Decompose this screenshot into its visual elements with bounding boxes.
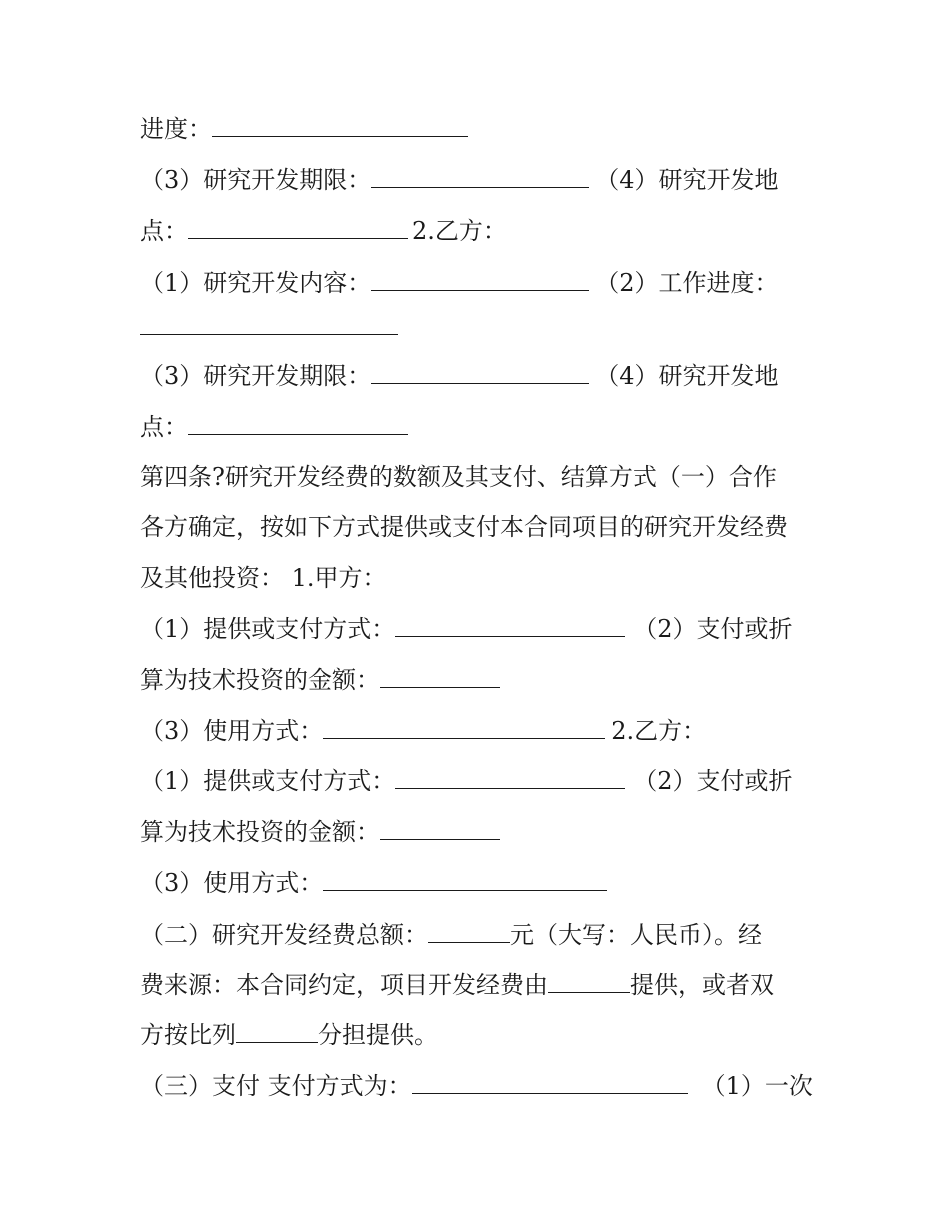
line [140, 216, 507, 246]
fill-in-blank[interactable] [548, 970, 630, 993]
line [140, 920, 762, 950]
text: （1）研究开发内容： [140, 269, 372, 297]
line [140, 766, 793, 796]
text: 分担提供。 [318, 1021, 438, 1049]
fill-in-blank[interactable] [188, 216, 408, 239]
fill-in-blank[interactable] [140, 312, 398, 335]
line [140, 817, 500, 847]
line [140, 970, 774, 1000]
text: （4）研究开发地 [595, 166, 779, 194]
line [140, 1071, 813, 1101]
line [140, 165, 779, 195]
fill-in-blank[interactable] [323, 716, 605, 739]
fill-in-blank[interactable] [395, 614, 625, 637]
text: 费来源：本合同约定，项目开发经费由 [140, 971, 548, 999]
fill-in-blank[interactable] [395, 766, 625, 789]
text: （4）研究开发地 [595, 362, 779, 390]
text: （2）支付或折 [633, 767, 793, 795]
paragraph-line: 各方确定，按如下方式提供或支付本合同项目的研究开发经费 [140, 513, 788, 541]
line [140, 1020, 438, 1050]
paragraph-line: 及其他投资： 1.甲方： [140, 564, 387, 592]
article-4-heading: 第四条?研究开发经费的数额及其支付、结算方式（一）合作 [140, 463, 777, 491]
text: （2）工作进度： [595, 269, 779, 297]
progress-line [140, 114, 468, 144]
line [140, 716, 706, 746]
text: （1）一次 [701, 1072, 813, 1100]
fill-in-blank[interactable] [371, 268, 589, 291]
text: 算为技术投资的金额： [140, 666, 380, 694]
text: 提供，或者双 [630, 971, 774, 999]
line [140, 268, 779, 298]
line [140, 312, 398, 342]
text: （三）支付 支付方式为： [140, 1072, 412, 1100]
text: （3）使用方式： [140, 717, 324, 745]
fill-in-blank[interactable] [412, 1071, 688, 1094]
text: （1）提供或支付方式： [140, 767, 396, 795]
text: （3）研究开发期限： [140, 362, 372, 390]
text: （1）提供或支付方式： [140, 615, 396, 643]
line [140, 868, 607, 898]
fill-in-blank[interactable] [371, 165, 589, 188]
line [140, 665, 500, 695]
fill-in-blank[interactable] [323, 868, 607, 891]
text: 进度： [140, 115, 212, 143]
text: （2）支付或折 [633, 615, 793, 643]
text: 2.乙方： [412, 217, 507, 245]
fill-in-blank[interactable] [428, 920, 510, 943]
text: （3）使用方式： [140, 869, 324, 897]
fill-in-blank[interactable] [188, 412, 408, 435]
text: 方按比列 [140, 1021, 236, 1049]
text: 算为技术投资的金额： [140, 818, 380, 846]
text: （二）研究开发经费总额： [140, 921, 428, 949]
fill-in-blank[interactable] [212, 114, 468, 137]
line [140, 361, 779, 391]
fill-in-blank[interactable] [371, 361, 589, 384]
line [140, 614, 793, 644]
text: 点： [140, 217, 188, 245]
text: 点： [140, 413, 188, 441]
fill-in-blank[interactable] [380, 817, 500, 840]
line [140, 412, 408, 442]
text: 元（大写：人民币）。经 [510, 921, 762, 949]
text: （3）研究开发期限： [140, 166, 372, 194]
fill-in-blank[interactable] [236, 1020, 318, 1043]
text: 2.乙方： [611, 717, 707, 745]
fill-in-blank[interactable] [380, 665, 500, 688]
